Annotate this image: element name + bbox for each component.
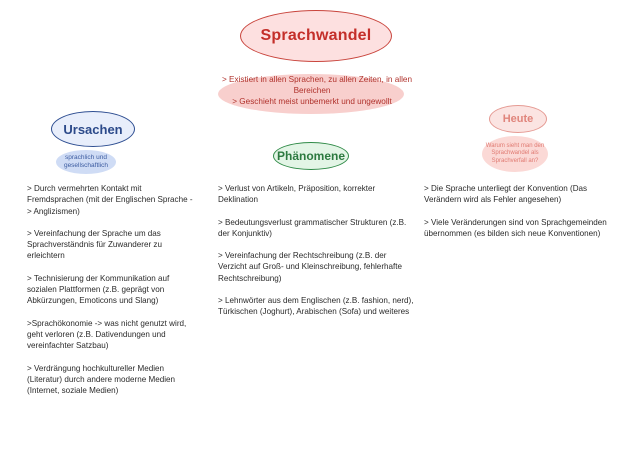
page-title: Sprachwandel	[260, 27, 372, 44]
heute-subtitle	[482, 136, 548, 172]
intro-line: > Geschieht meist unbemerkt und ungewollt	[232, 97, 392, 106]
ursachen-oval	[51, 111, 135, 147]
intro-text	[222, 74, 413, 107]
phaenomene-oval	[273, 142, 349, 170]
ursachen-subtitle	[56, 150, 116, 174]
ursachen-subtitle-line: gesellschaftlich	[63, 162, 109, 169]
intro-line: Bereichen	[293, 86, 331, 95]
list-item: > Technisierung der Kommunikation auf sozialen Plattformen (z.B. geprägt von Abkürzungen, Emoticons und Slang)	[27, 273, 170, 306]
list-item: > Bedeutungsverlust grammatischer Strukturen (z.B. der Konjunktiv)	[218, 217, 407, 238]
list-item: > Die Sprache unterliegt der Konvention (Das Verändern wird als Fehler angesehen)	[424, 184, 588, 205]
heute-list	[424, 183, 610, 250]
ursachen-subtitle-line: sprachlich und	[65, 154, 107, 161]
ursachen-list	[27, 183, 195, 407]
intro-line: > Existiert in allen Sprachen, zu allen Zeiten, in allen	[222, 75, 413, 84]
list-item: > Verlust von Artikeln, Präposition, korrekter Deklination	[218, 184, 376, 205]
heute-subtitle-line: Warum sieht man den	[485, 142, 545, 149]
list-item: > Durch vermehrten Kontakt mit Fremdsprachen (mit der Englischen Sprache -> Anglizismen)	[27, 184, 193, 216]
list-item: > Vereinfachung der Rechtschreibung (z.B. der Verzicht auf Groß- und Kleinschreibung, fehlerhafte Rechtschreibung)	[218, 251, 403, 283]
list-item: > Vereinfachung der Sprache um das Sprachverständnis für Zuwanderer zu erleichtern	[27, 228, 162, 261]
list-item: > Verdrängung hochkultureller Medien (Literatur) durch andere moderne Medien (Internet, soziale Medien)	[27, 363, 176, 396]
list-item: > Lehnwörter aus dem Englischen (z.B. fashion, nerd), Türkischen (Joghurt), Arabischen (Sofa) und weiteres	[218, 296, 414, 317]
list-item: >Sprachökonomie -> was nicht genutzt wird, geht verloren (z.B. Dativendungen und vereinfachter Satzbau)	[27, 318, 187, 351]
phaenomene-heading: Phänomene	[276, 149, 345, 163]
heute-subtitle-line: Sprachverfall an?	[491, 157, 539, 164]
ursachen-heading: Ursachen	[63, 121, 123, 137]
list-item: > Viele Veränderungen sind von Sprachgemeinden übernommen (es bilden sich neue Konventionen)	[424, 217, 607, 238]
heute-subtitle-line: Sprachwandel als	[491, 150, 539, 157]
heute-oval	[489, 105, 547, 133]
heute-heading: Heute	[502, 113, 534, 125]
phaenomene-list	[218, 183, 414, 329]
title-oval	[240, 10, 392, 62]
